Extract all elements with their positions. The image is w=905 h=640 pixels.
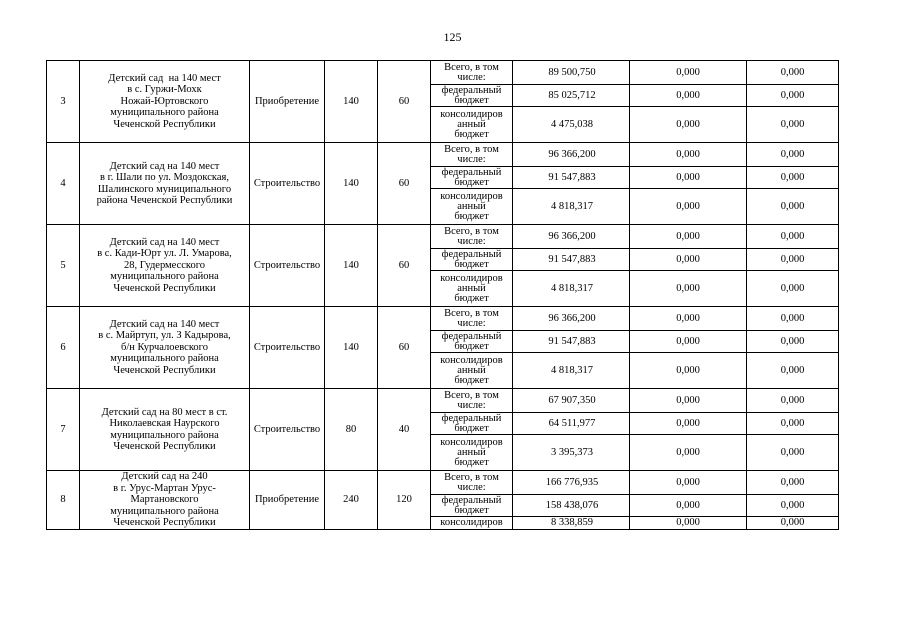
funding-value-2: 0,000 bbox=[747, 107, 839, 143]
funding-value-2: 0,000 bbox=[747, 353, 839, 389]
row-number: 8 bbox=[47, 471, 80, 530]
object-name: Детский сад на 140 мест в с. Кади-Юрт ул. Л. Умарова, 28, Гудермесского муниципального района Чеченской Республики bbox=[80, 225, 250, 307]
funding-amount: 91 547,883 bbox=[513, 249, 630, 271]
funding-source: Всего, в том числе: bbox=[431, 307, 513, 331]
object-name: Детский сад на 240 в г. Урус-Мартан Урус- Мартановского муниципального района Чеченской Республики bbox=[80, 471, 250, 530]
funding-value-2: 0,000 bbox=[747, 271, 839, 307]
funding-amount: 8 338,859 bbox=[513, 517, 630, 530]
funding-value-1: 0,000 bbox=[630, 413, 747, 435]
funding-value-1: 0,000 bbox=[630, 471, 747, 495]
capacity-places: 240 bbox=[325, 471, 378, 530]
funding-source: федеральный бюджет bbox=[431, 85, 513, 107]
row-number: 3 bbox=[47, 61, 80, 143]
funding-value-2: 0,000 bbox=[747, 435, 839, 471]
row-number: 4 bbox=[47, 143, 80, 225]
funding-value-2: 0,000 bbox=[747, 249, 839, 271]
funding-amount: 85 025,712 bbox=[513, 85, 630, 107]
work-type: Строительство bbox=[250, 307, 325, 389]
table-row bbox=[47, 61, 839, 85]
funding-amount: 89 500,750 bbox=[513, 61, 630, 85]
table-row bbox=[47, 389, 839, 413]
funding-amount: 91 547,883 bbox=[513, 331, 630, 353]
funding-value-2: 0,000 bbox=[747, 85, 839, 107]
funding-value-1: 0,000 bbox=[630, 61, 747, 85]
row-number: 7 bbox=[47, 389, 80, 471]
funding-value-2: 0,000 bbox=[747, 189, 839, 225]
capacity-places: 140 bbox=[325, 61, 378, 143]
funding-value-2: 0,000 bbox=[747, 471, 839, 495]
extra-places: 60 bbox=[378, 307, 431, 389]
funding-amount: 158 438,076 bbox=[513, 495, 630, 517]
work-type: Строительство bbox=[250, 389, 325, 471]
row-number: 6 bbox=[47, 307, 80, 389]
table-row bbox=[47, 143, 839, 167]
work-type: Строительство bbox=[250, 225, 325, 307]
funding-source: консолидиров анный бюджет bbox=[431, 107, 513, 143]
funding-value-2: 0,000 bbox=[747, 413, 839, 435]
funding-value-2: 0,000 bbox=[747, 167, 839, 189]
funding-value-2: 0,000 bbox=[747, 225, 839, 249]
object-name: Детский сад на 140 мест в г. Шали по ул. Моздокская, Шалинского муниципального района Чеченской Республики bbox=[80, 143, 250, 225]
capacity-places: 140 bbox=[325, 307, 378, 389]
row-number: 5 bbox=[47, 225, 80, 307]
funding-source: Всего, в том числе: bbox=[431, 61, 513, 85]
funding-value-1: 0,000 bbox=[630, 331, 747, 353]
funding-source: Всего, в том числе: bbox=[431, 471, 513, 495]
funding-source: консолидиров bbox=[431, 517, 513, 530]
funding-value-2: 0,000 bbox=[747, 495, 839, 517]
funding-amount: 3 395,373 bbox=[513, 435, 630, 471]
extra-places: 120 bbox=[378, 471, 431, 530]
funding-value-1: 0,000 bbox=[630, 517, 747, 530]
funding-source: Всего, в том числе: bbox=[431, 225, 513, 249]
funding-source: консолидиров анный бюджет bbox=[431, 435, 513, 471]
funding-amount: 67 907,350 bbox=[513, 389, 630, 413]
funding-amount: 4 818,317 bbox=[513, 189, 630, 225]
work-type: Приобретение bbox=[250, 61, 325, 143]
funding-source: консолидиров анный бюджет bbox=[431, 353, 513, 389]
funding-source: Всего, в том числе: bbox=[431, 143, 513, 167]
funding-source: Всего, в том числе: bbox=[431, 389, 513, 413]
work-type: Приобретение bbox=[250, 471, 325, 530]
object-name: Детский сад на 140 мест в с. Гуржи-Мохк Ножай-Юртовского муниципального района Чеченской Республики bbox=[80, 61, 250, 143]
funding-amount: 166 776,935 bbox=[513, 471, 630, 495]
funding-value-1: 0,000 bbox=[630, 435, 747, 471]
funding-value-1: 0,000 bbox=[630, 495, 747, 517]
funding-value-1: 0,000 bbox=[630, 225, 747, 249]
funding-amount: 96 366,200 bbox=[513, 225, 630, 249]
funding-amount: 4 475,038 bbox=[513, 107, 630, 143]
funding-value-1: 0,000 bbox=[630, 189, 747, 225]
funding-value-2: 0,000 bbox=[747, 307, 839, 331]
funding-source: федеральный бюджет bbox=[431, 413, 513, 435]
object-name: Детский сад на 80 мест в ст. Николаевская Наурского муниципального района Чеченской Республики bbox=[80, 389, 250, 471]
funding-source: федеральный бюджет bbox=[431, 495, 513, 517]
capacity-places: 140 bbox=[325, 143, 378, 225]
capacity-places: 80 bbox=[325, 389, 378, 471]
funding-value-1: 0,000 bbox=[630, 389, 747, 413]
funding-source: консолидиров анный бюджет bbox=[431, 189, 513, 225]
funding-value-2: 0,000 bbox=[747, 331, 839, 353]
table-row bbox=[47, 225, 839, 249]
funding-source: федеральный бюджет bbox=[431, 249, 513, 271]
funding-value-1: 0,000 bbox=[630, 307, 747, 331]
funding-value-2: 0,000 bbox=[747, 61, 839, 85]
funding-amount: 91 547,883 bbox=[513, 167, 630, 189]
funding-value-2: 0,000 bbox=[747, 143, 839, 167]
funding-value-1: 0,000 bbox=[630, 143, 747, 167]
extra-places: 60 bbox=[378, 143, 431, 225]
funding-amount: 4 818,317 bbox=[513, 353, 630, 389]
funding-table bbox=[46, 60, 839, 530]
funding-source: федеральный бюджет bbox=[431, 167, 513, 189]
funding-value-1: 0,000 bbox=[630, 167, 747, 189]
funding-amount: 4 818,317 bbox=[513, 271, 630, 307]
funding-value-1: 0,000 bbox=[630, 271, 747, 307]
funding-value-1: 0,000 bbox=[630, 107, 747, 143]
extra-places: 60 bbox=[378, 225, 431, 307]
funding-amount: 96 366,200 bbox=[513, 307, 630, 331]
capacity-places: 140 bbox=[325, 225, 378, 307]
funding-value-1: 0,000 bbox=[630, 85, 747, 107]
object-name: Детский сад на 140 мест в с. Майртуп, ул. З Кадырова, б/н Курчалоевского муниципального района Чеченской Республики bbox=[80, 307, 250, 389]
funding-value-1: 0,000 bbox=[630, 249, 747, 271]
table-row bbox=[47, 471, 839, 495]
table-row bbox=[47, 307, 839, 331]
funding-amount: 64 511,977 bbox=[513, 413, 630, 435]
funding-value-2: 0,000 bbox=[747, 389, 839, 413]
page-number: 125 bbox=[443, 30, 462, 44]
funding-source: федеральный бюджет bbox=[431, 331, 513, 353]
extra-places: 60 bbox=[378, 61, 431, 143]
funding-amount: 96 366,200 bbox=[513, 143, 630, 167]
extra-places: 40 bbox=[378, 389, 431, 471]
work-type: Строительство bbox=[250, 143, 325, 225]
funding-value-2: 0,000 bbox=[747, 517, 839, 530]
funding-value-1: 0,000 bbox=[630, 353, 747, 389]
funding-source: консолидиров анный бюджет bbox=[431, 271, 513, 307]
